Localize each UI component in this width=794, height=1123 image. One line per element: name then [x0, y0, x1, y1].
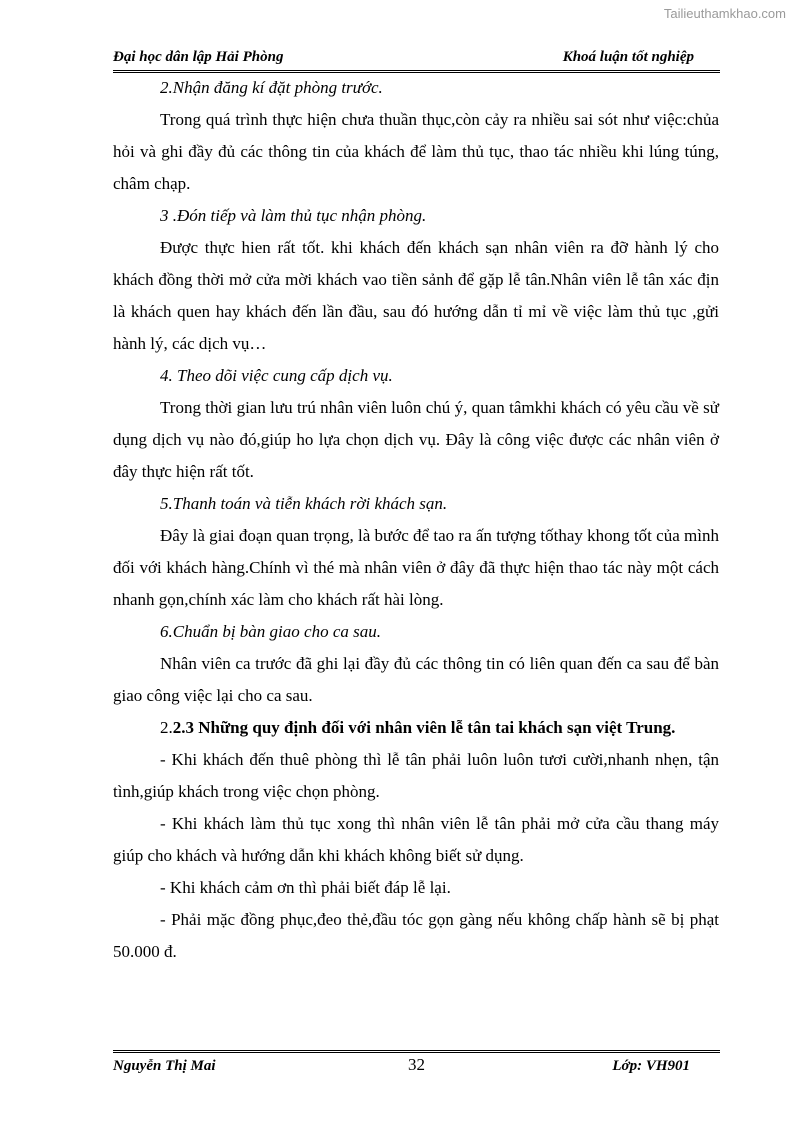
step-heading: 6.Chuẩn bị bàn giao cho ca sau. — [160, 622, 381, 641]
rule-item: - Phải mặc đồng phục,đeo thẻ,đầu tóc gọn gàng nếu không chấp hành sẽ bị phạt 50.000 đ. — [113, 910, 719, 961]
section-heading — [113, 712, 719, 744]
paragraph: Trong quá trình thực hiện chưa thuần thục,còn cảy ra nhiều sai sót như việc:chủa hỏi và ghi đầy đủ các thông tin của khách để làm thủ tục, thao tác nhiều khi lúng túng, châm chạp. — [113, 110, 719, 193]
footer-author: Nguyễn Thị Mai — [113, 1058, 216, 1074]
step-heading: 2.Nhận đăng kí đặt phòng trước. — [160, 78, 383, 97]
section-number: 2.3 — [172, 718, 194, 737]
paragraph: Nhân viên ca trước đã ghi lại đầy đủ các thông tin có liên quan đến ca sau để bàn giao công việc lại cho ca sau. — [113, 654, 719, 705]
section-title: Những quy định đối với nhân viên lễ tân tai khách sạn việt Trung. — [194, 718, 676, 737]
page-header — [113, 48, 720, 73]
paragraph: Được thực hien rất tốt. khi khách đến khách sạn nhân viên ra đỡ hành lý cho khách đồng thời mở cửa mời khách vao tiền sảnh để gặp lễ tân.Nhân viên lễ tân xác địn là khách quen hay khách đến lần đầu, sau đó hướng dẫn tỉ mỉ về việc làm thủ tục ,gửi hành lý, các dịch vụ… — [113, 238, 719, 353]
section-number-prefix: 2. — [160, 718, 173, 737]
page-number: 32 — [408, 1055, 425, 1074]
rule-item: - Khi khách làm thủ tục xong thì nhân viên lễ tân phải mở cửa cầu thang máy giúp cho khách và hướng dẫn khi khách không biết sử dụng. — [113, 814, 719, 865]
page-body — [113, 72, 719, 968]
header-thesis: Khoá luận tốt nghiệp — [562, 49, 694, 65]
step-heading: 4. Theo dõi việc cung cấp dịch vụ. — [160, 366, 393, 385]
page-footer — [113, 1050, 720, 1079]
watermark: Tailieuthamkhao.com — [663, 6, 786, 21]
step-heading: 5.Thanh toán và tiễn khách rời khách sạn. — [160, 494, 448, 513]
footer-class: Lớp: VH901 — [612, 1058, 690, 1074]
step-heading: 3 .Đón tiếp và làm thủ tục nhận phòng. — [160, 206, 427, 225]
header-university: Đại học dân lập Hải Phòng — [113, 49, 284, 65]
paragraph: Trong thời gian lưu trú nhân viên luôn chú ý, quan tâmkhi khách có yêu cầu về sử dụng dịch vụ nào đó,giúp ho lựa chọn dịch vụ. Đây là công việc được các nhân viên ở đây thực hiện rất tốt. — [113, 398, 719, 481]
paragraph: Đây là giai đoạn quan trọng, là bước để tao ra ấn tượng tốthay khong tốt của mình đối với khách hàng.Chính vì thé mà nhân viên ở đây đã thực hiện thao tác này một cách nhanh gọn,chính xác làm cho khách rất hài lòng. — [113, 526, 719, 609]
rule-item: - Khi khách cảm ơn thì phải biết đáp lễ lại. — [160, 878, 451, 897]
rule-item: - Khi khách đến thuê phòng thì lễ tân phải luôn luôn tươi cười,nhanh nhẹn, tận tình,giúp khách trong việc chọn phòng. — [113, 750, 719, 801]
